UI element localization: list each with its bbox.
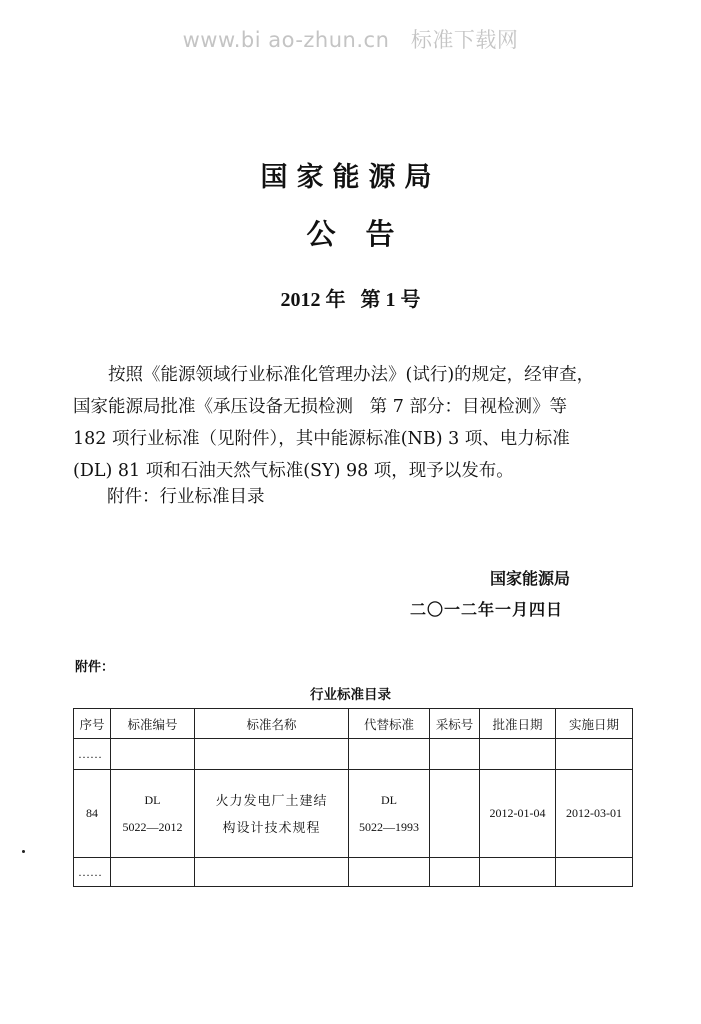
seq-cell: 84	[74, 770, 111, 858]
attachment-note: 附件：行业标准目录	[107, 487, 265, 507]
signature-org: 国家能源局	[490, 569, 571, 588]
announcement-body	[73, 359, 633, 487]
table-cell	[430, 858, 480, 887]
table-cell	[111, 739, 195, 770]
replace-line: 5022—1993	[359, 819, 419, 834]
table-cell	[195, 739, 349, 770]
table-row-ellipsis	[74, 858, 633, 887]
ellipsis-cell: ……	[74, 858, 111, 887]
table-cell	[430, 739, 480, 770]
table-row	[74, 770, 633, 858]
table-title: 行业标准目录	[310, 687, 391, 703]
body-line: (DL) 81 项和石油天然气标准(SY) 98 项，现予以发布。	[73, 461, 514, 481]
column-header-replace: 代替标准	[349, 709, 430, 739]
column-header-seq: 序号	[74, 709, 111, 739]
code-line: DL	[144, 792, 161, 807]
name-line: 火力发电厂土建结	[215, 792, 328, 808]
ellipsis-cell: ……	[74, 739, 111, 770]
standards-table	[73, 708, 633, 887]
column-header-adopt: 采标号	[430, 709, 480, 739]
column-header-name: 标准名称	[195, 709, 349, 739]
signature-date: 二〇一二年一月四日	[410, 600, 564, 619]
issuing-org-title: 国家能源局	[260, 162, 441, 193]
column-header-approve-date: 批准日期	[480, 709, 556, 739]
appendix-label: 附件：	[75, 660, 115, 675]
table-cell	[195, 858, 349, 887]
document-type-title: 公告	[306, 217, 425, 251]
name-line: 构设计技术规程	[222, 819, 321, 835]
effective-date-cell: 2012-03-01	[556, 770, 633, 858]
body-line: 国家能源局批准《承压设备无损检测 第 7 部分：目视检测》等	[73, 397, 567, 417]
scan-speck	[22, 850, 25, 853]
replace-cell	[349, 770, 430, 858]
table-cell	[349, 858, 430, 887]
code-cell	[111, 770, 195, 858]
watermark-text: www.bi ao-zhun.cn 标准下载网	[182, 28, 519, 52]
adopt-cell	[430, 770, 480, 858]
table-cell	[480, 858, 556, 887]
code-line: 5022—2012	[122, 819, 183, 834]
table-cell	[111, 858, 195, 887]
body-line: 按照《能源领域行业标准化管理办法》(试行)的规定，经审查，	[108, 365, 595, 385]
column-header-code: 标准编号	[111, 709, 195, 739]
replace-line: DL	[381, 792, 397, 807]
name-cell	[195, 770, 349, 858]
table-header-row	[74, 709, 633, 739]
body-line: 182 项行业标准（见附件），其中能源标准(NB) 3 项、电力标准	[73, 429, 570, 449]
table-cell	[480, 739, 556, 770]
table-cell	[556, 739, 633, 770]
table-row-ellipsis	[74, 739, 633, 770]
document-number: 2012 年 第 1 号	[280, 289, 421, 311]
column-header-effective-date: 实施日期	[556, 709, 633, 739]
table-cell	[349, 739, 430, 770]
approve-date-cell: 2012-01-04	[480, 770, 556, 858]
table-cell	[556, 858, 633, 887]
